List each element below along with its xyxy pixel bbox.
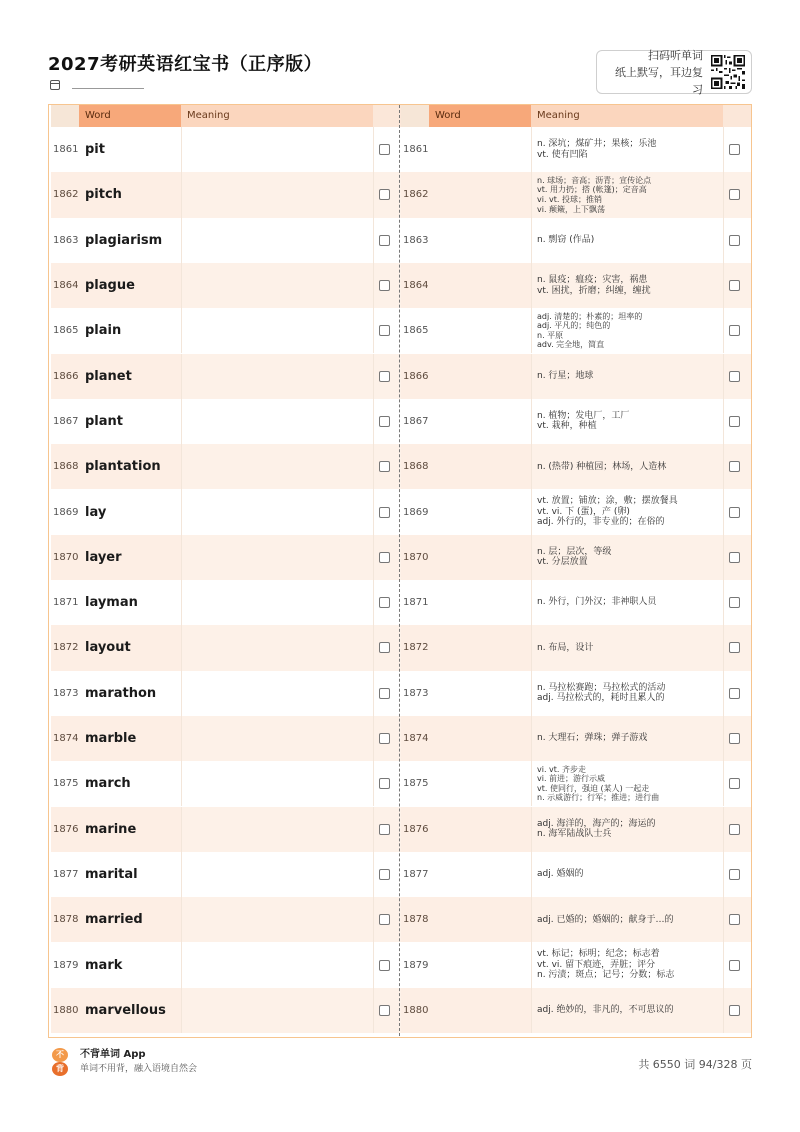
entry-meaning bbox=[537, 127, 721, 172]
meaning-line: vt. 分层放置 bbox=[537, 557, 588, 568]
meaning-row bbox=[401, 625, 751, 670]
checkbox-icon[interactable] bbox=[379, 869, 390, 880]
meaning-line: n. 植物；发电厂，工厂 bbox=[537, 411, 630, 422]
checkbox-icon[interactable] bbox=[729, 733, 740, 744]
scan-line-1: 扫码听单词 bbox=[648, 48, 703, 62]
entry-word: marital bbox=[85, 866, 138, 882]
checkbox-icon[interactable] bbox=[729, 642, 740, 653]
entry-word: plagiarism bbox=[85, 232, 163, 248]
checkbox-icon[interactable] bbox=[379, 688, 390, 699]
word-row bbox=[51, 535, 401, 580]
checkbox-icon[interactable] bbox=[379, 914, 390, 925]
entry-meaning bbox=[537, 716, 721, 761]
meaning-row bbox=[401, 580, 751, 625]
entry-word: married bbox=[85, 912, 143, 928]
header-number-cell bbox=[401, 105, 429, 127]
entry-meaning bbox=[537, 535, 721, 580]
meaning-line: vi. 颠簸，上下飘荡 bbox=[537, 204, 606, 214]
meaning-row bbox=[401, 988, 751, 1033]
entry-number: 1873 bbox=[403, 687, 429, 699]
meaning-line: n. 鼠疫；瘟疫；灾害，祸患 bbox=[537, 275, 648, 286]
checkbox-icon[interactable] bbox=[379, 642, 390, 653]
checkbox-icon[interactable] bbox=[729, 960, 740, 971]
checkbox-icon[interactable] bbox=[729, 280, 740, 291]
qr-code-icon[interactable] bbox=[711, 55, 745, 89]
checkbox-icon[interactable] bbox=[729, 597, 740, 608]
entry-number: 1869 bbox=[53, 506, 79, 518]
table-header bbox=[401, 105, 751, 127]
word-row bbox=[51, 942, 401, 987]
entry-number: 1862 bbox=[53, 189, 79, 201]
checkbox-icon[interactable] bbox=[379, 144, 390, 155]
word-row bbox=[51, 263, 401, 308]
meaning-line: n. 外行，门外汉；非神职人员 bbox=[537, 597, 657, 608]
meaning-row bbox=[401, 942, 751, 987]
checkbox-icon[interactable] bbox=[729, 1005, 740, 1016]
meaning-line: n. 剽窃 (作品) bbox=[537, 235, 595, 246]
meaning-row bbox=[401, 852, 751, 897]
word-row bbox=[51, 580, 401, 625]
entry-word: pit bbox=[85, 142, 105, 158]
entry-word: layer bbox=[85, 549, 122, 565]
header-check-cell bbox=[373, 105, 401, 127]
meaning-line: vt. 放置；铺放；涂，敷；摆放餐具 bbox=[537, 496, 678, 507]
checkbox-icon[interactable] bbox=[379, 371, 390, 382]
meaning-blank-cell[interactable] bbox=[181, 535, 373, 580]
meaning-line: vt. 使同行，强迫 (某人) 一起走 bbox=[537, 783, 650, 793]
meaning-row bbox=[401, 807, 751, 852]
word-row bbox=[51, 399, 401, 444]
checkbox-icon[interactable] bbox=[379, 461, 390, 472]
date-blank-line bbox=[72, 88, 144, 89]
checkbox-icon[interactable] bbox=[729, 914, 740, 925]
meaning-line: n. 层；层次，等级 bbox=[537, 546, 612, 557]
entry-number: 1879 bbox=[53, 959, 79, 971]
calendar-icon bbox=[50, 80, 60, 90]
meaning-line: n. (热带) 种植园；林场，人造林 bbox=[537, 461, 667, 472]
word-row bbox=[51, 489, 401, 534]
entry-word: plain bbox=[85, 323, 122, 339]
entry-number: 1874 bbox=[403, 733, 429, 745]
meaning-line: adj. 绝妙的，非凡的，不可思议的 bbox=[537, 1005, 674, 1016]
scan-qr-panel bbox=[596, 50, 752, 94]
entry-number: 1861 bbox=[403, 144, 429, 156]
entry-word: marine bbox=[85, 821, 137, 837]
entry-number: 1870 bbox=[53, 551, 79, 563]
entry-number: 1864 bbox=[53, 280, 79, 292]
meaning-row bbox=[401, 535, 751, 580]
scan-instructions bbox=[605, 47, 711, 98]
meaning-row bbox=[401, 897, 751, 942]
table-header bbox=[51, 105, 401, 127]
checkbox-icon[interactable] bbox=[379, 552, 390, 563]
checkbox-icon[interactable] bbox=[379, 824, 390, 835]
entry-number: 1865 bbox=[403, 325, 429, 337]
entry-word: marble bbox=[85, 731, 137, 747]
entry-number: 1866 bbox=[53, 370, 79, 382]
meaning-line: n. 马拉松赛跑；马拉松式的活动 bbox=[537, 682, 666, 693]
meaning-row bbox=[401, 444, 751, 489]
meaning-line: n. 球场；音高；沥青；宣传论点 bbox=[537, 175, 652, 185]
meaning-blank-cell[interactable] bbox=[181, 399, 373, 444]
meaning-line: n. 大理石；弹珠；弹子游戏 bbox=[537, 733, 648, 744]
entry-number: 1865 bbox=[53, 325, 79, 337]
entry-number: 1867 bbox=[53, 415, 79, 427]
entry-number: 1870 bbox=[403, 551, 429, 563]
entry-number: 1877 bbox=[403, 868, 429, 880]
header-meaning: Meaning bbox=[531, 105, 723, 127]
meaning-row bbox=[401, 263, 751, 308]
entry-meaning bbox=[537, 807, 721, 852]
entry-number: 1871 bbox=[53, 597, 79, 609]
meaning-row bbox=[401, 671, 751, 716]
entry-word: layout bbox=[85, 640, 131, 656]
entry-meaning bbox=[537, 625, 721, 670]
meaning-blank-cell[interactable] bbox=[181, 263, 373, 308]
entry-number: 1866 bbox=[403, 370, 429, 382]
word-row bbox=[51, 988, 401, 1033]
entry-word: plant bbox=[85, 413, 124, 429]
entry-number: 1868 bbox=[403, 461, 429, 473]
meaning-line: vt. 标记；标明；纪念；标志着 bbox=[537, 949, 660, 960]
entry-number: 1878 bbox=[403, 914, 429, 926]
meaning-line: adj. 已婚的；婚姻的；献身于…的 bbox=[537, 914, 674, 925]
scan-line-2: 纸上默写，耳边复习 bbox=[615, 65, 703, 96]
meaning-blank-cell[interactable] bbox=[181, 988, 373, 1033]
meaning-blank-cell[interactable] bbox=[181, 671, 373, 716]
meaning-line: n. 污渍；斑点；记号；分数；标志 bbox=[537, 970, 675, 981]
meaning-line: vt. 困扰，折磨；纠缠，缠扰 bbox=[537, 285, 651, 296]
checkbox-icon[interactable] bbox=[379, 778, 390, 789]
meaning-row bbox=[401, 716, 751, 761]
header-number-cell bbox=[51, 105, 79, 127]
entry-word: plague bbox=[85, 278, 135, 294]
meaning-line: adj. 海洋的，海产的；海运的 bbox=[537, 818, 656, 829]
word-row bbox=[51, 671, 401, 716]
checkbox-icon[interactable] bbox=[729, 371, 740, 382]
entry-number: 1863 bbox=[53, 234, 79, 246]
logo-bottom-char: 背 bbox=[52, 1062, 68, 1076]
checkbox-icon[interactable] bbox=[729, 144, 740, 155]
entry-meaning bbox=[537, 354, 721, 399]
page-info: 共 6550 词 94/328 页 bbox=[638, 1058, 752, 1071]
checkbox-icon[interactable] bbox=[729, 507, 740, 518]
word-row bbox=[51, 761, 401, 806]
checkbox-icon[interactable] bbox=[379, 280, 390, 291]
page-title: 2027考研英语红宝书（正序版） bbox=[48, 54, 323, 75]
entry-number: 1880 bbox=[53, 1004, 79, 1016]
checkbox-icon[interactable] bbox=[379, 189, 390, 200]
meaning-blank-cell[interactable] bbox=[181, 354, 373, 399]
entry-meaning bbox=[537, 761, 721, 806]
meaning-line: adj. 清楚的；朴素的；坦率的 bbox=[537, 311, 643, 321]
checkbox-icon[interactable] bbox=[729, 461, 740, 472]
meaning-blank-cell[interactable] bbox=[181, 127, 373, 172]
meaning-line: adj. 平凡的；纯色的 bbox=[537, 321, 611, 331]
entry-meaning bbox=[537, 172, 721, 217]
meaning-line: vt. 用力扔；搭 (帐篷)；定音高 bbox=[537, 185, 647, 195]
meaning-row bbox=[401, 489, 751, 534]
app-name: 不背单词 App bbox=[80, 1049, 146, 1060]
entry-word: planet bbox=[85, 368, 132, 384]
meaning-line: adv. 完全地，简直 bbox=[537, 340, 605, 350]
entry-meaning bbox=[537, 399, 721, 444]
checkbox-icon[interactable] bbox=[379, 960, 390, 971]
meaning-blank-cell[interactable] bbox=[181, 807, 373, 852]
meaning-line: adj. 外行的，非专业的；在俗的 bbox=[537, 517, 665, 528]
word-row bbox=[51, 127, 401, 172]
app-logo bbox=[50, 1048, 72, 1076]
meaning-line: vi. vt. 投球；推销 bbox=[537, 194, 602, 204]
word-row bbox=[51, 897, 401, 942]
checkbox-icon[interactable] bbox=[379, 416, 390, 427]
meaning-line: vi. 前进；游行示威 bbox=[537, 774, 606, 784]
header-word: Word bbox=[429, 105, 531, 127]
meaning-row bbox=[401, 172, 751, 217]
meaning-blank-cell[interactable] bbox=[181, 942, 373, 987]
entry-word: marvellous bbox=[85, 1002, 166, 1018]
fold-divider bbox=[399, 105, 400, 1036]
word-row bbox=[51, 852, 401, 897]
left-column bbox=[51, 105, 401, 1036]
entry-number: 1876 bbox=[53, 823, 79, 835]
entry-number: 1877 bbox=[53, 868, 79, 880]
meaning-blank-cell[interactable] bbox=[181, 580, 373, 625]
word-row bbox=[51, 354, 401, 399]
brand-footer bbox=[50, 1048, 197, 1076]
meaning-blank-cell[interactable] bbox=[181, 444, 373, 489]
checkbox-icon[interactable] bbox=[729, 325, 740, 336]
meaning-row bbox=[401, 354, 751, 399]
entry-meaning bbox=[537, 852, 721, 897]
checkbox-icon[interactable] bbox=[379, 235, 390, 246]
meaning-line: n. 行星；地球 bbox=[537, 370, 594, 381]
meaning-blank-cell[interactable] bbox=[181, 852, 373, 897]
word-row bbox=[51, 807, 401, 852]
entry-number: 1875 bbox=[53, 778, 79, 790]
entry-number: 1868 bbox=[53, 461, 79, 473]
meaning-row bbox=[401, 127, 751, 172]
entry-word: march bbox=[85, 776, 131, 792]
entry-number: 1861 bbox=[53, 144, 79, 156]
meaning-blank-cell[interactable] bbox=[181, 308, 373, 353]
meaning-blank-cell[interactable] bbox=[181, 489, 373, 534]
meaning-line: vt. vi. 留下痕迹，弄脏；评分 bbox=[537, 959, 656, 970]
entry-number: 1873 bbox=[53, 687, 79, 699]
word-row bbox=[51, 218, 401, 263]
entry-number: 1875 bbox=[403, 778, 429, 790]
entry-number: 1876 bbox=[403, 823, 429, 835]
entry-meaning bbox=[537, 897, 721, 942]
meaning-blank-cell[interactable] bbox=[181, 218, 373, 263]
checkbox-icon[interactable] bbox=[379, 325, 390, 336]
meaning-line: vt. 栽种，种植 bbox=[537, 421, 597, 432]
entry-meaning bbox=[537, 444, 721, 489]
entry-number: 1874 bbox=[53, 733, 79, 745]
entry-number: 1871 bbox=[403, 597, 429, 609]
meaning-line: n. 示威游行；行军；推进；进行曲 bbox=[537, 793, 660, 803]
entry-number: 1880 bbox=[403, 1004, 429, 1016]
header-check-cell bbox=[723, 105, 751, 127]
checkbox-icon[interactable] bbox=[729, 778, 740, 789]
entry-number: 1864 bbox=[403, 280, 429, 292]
entry-meaning bbox=[537, 671, 721, 716]
entry-number: 1862 bbox=[403, 189, 429, 201]
meaning-line: vi. vt. 齐步走 bbox=[537, 764, 586, 774]
entry-meaning bbox=[537, 988, 721, 1033]
word-row bbox=[51, 625, 401, 670]
meaning-blank-cell[interactable] bbox=[181, 172, 373, 217]
header-meaning: Meaning bbox=[181, 105, 373, 127]
entry-number: 1869 bbox=[403, 506, 429, 518]
checkbox-icon[interactable] bbox=[379, 507, 390, 518]
meaning-line: adj. 婚姻的 bbox=[537, 869, 584, 880]
meaning-row bbox=[401, 308, 751, 353]
app-slogan: 单词不用背，融入语境自然会 bbox=[80, 1064, 198, 1074]
meaning-line: n. 海军陆战队士兵 bbox=[537, 829, 612, 840]
entry-meaning bbox=[537, 218, 721, 263]
entry-number: 1872 bbox=[403, 642, 429, 654]
meaning-line: vt. vi. 下 (蛋)，产 (卵) bbox=[537, 506, 630, 517]
entry-meaning bbox=[537, 580, 721, 625]
entry-word: plantation bbox=[85, 459, 161, 475]
checkbox-icon[interactable] bbox=[379, 733, 390, 744]
checkbox-icon[interactable] bbox=[729, 869, 740, 880]
entry-meaning bbox=[537, 942, 721, 987]
word-row bbox=[51, 308, 401, 353]
meaning-line: vt. 使有凹陷 bbox=[537, 149, 588, 160]
checkbox-icon[interactable] bbox=[379, 1005, 390, 1016]
meaning-row bbox=[401, 218, 751, 263]
entry-word: pitch bbox=[85, 187, 122, 203]
checkbox-icon[interactable] bbox=[729, 416, 740, 427]
checkbox-icon[interactable] bbox=[729, 824, 740, 835]
header-word: Word bbox=[79, 105, 181, 127]
word-row bbox=[51, 444, 401, 489]
checkbox-icon[interactable] bbox=[729, 688, 740, 699]
meaning-blank-cell[interactable] bbox=[181, 716, 373, 761]
entry-number: 1872 bbox=[53, 642, 79, 654]
meaning-row bbox=[401, 399, 751, 444]
checkbox-icon[interactable] bbox=[729, 552, 740, 563]
logo-top-char: 不 bbox=[52, 1048, 68, 1062]
vocabulary-table bbox=[48, 104, 752, 1038]
right-column bbox=[401, 105, 751, 1036]
word-row bbox=[51, 716, 401, 761]
meaning-line: adj. 马拉松式的，耗时且累人的 bbox=[537, 693, 665, 704]
entry-number: 1878 bbox=[53, 914, 79, 926]
checkbox-icon[interactable] bbox=[729, 189, 740, 200]
entry-meaning bbox=[537, 308, 721, 353]
meaning-line: n. 深坑；煤矿井；果核；乐池 bbox=[537, 139, 657, 150]
meaning-row bbox=[401, 761, 751, 806]
meaning-blank-cell[interactable] bbox=[181, 761, 373, 806]
entry-meaning bbox=[537, 489, 721, 534]
entry-number: 1863 bbox=[403, 234, 429, 246]
entry-meaning bbox=[537, 263, 721, 308]
checkbox-icon[interactable] bbox=[729, 235, 740, 246]
entry-word: marathon bbox=[85, 685, 157, 701]
entry-word: layman bbox=[85, 595, 138, 611]
meaning-blank-cell[interactable] bbox=[181, 625, 373, 670]
entry-number: 1867 bbox=[403, 415, 429, 427]
entry-number: 1879 bbox=[403, 959, 429, 971]
entry-word: lay bbox=[85, 504, 107, 520]
meaning-line: n. 布局，设计 bbox=[537, 642, 594, 653]
meaning-line: n. 平原 bbox=[537, 330, 564, 340]
date-field bbox=[50, 80, 144, 90]
meaning-blank-cell[interactable] bbox=[181, 897, 373, 942]
entry-word: mark bbox=[85, 957, 123, 973]
word-row bbox=[51, 172, 401, 217]
checkbox-icon[interactable] bbox=[379, 597, 390, 608]
